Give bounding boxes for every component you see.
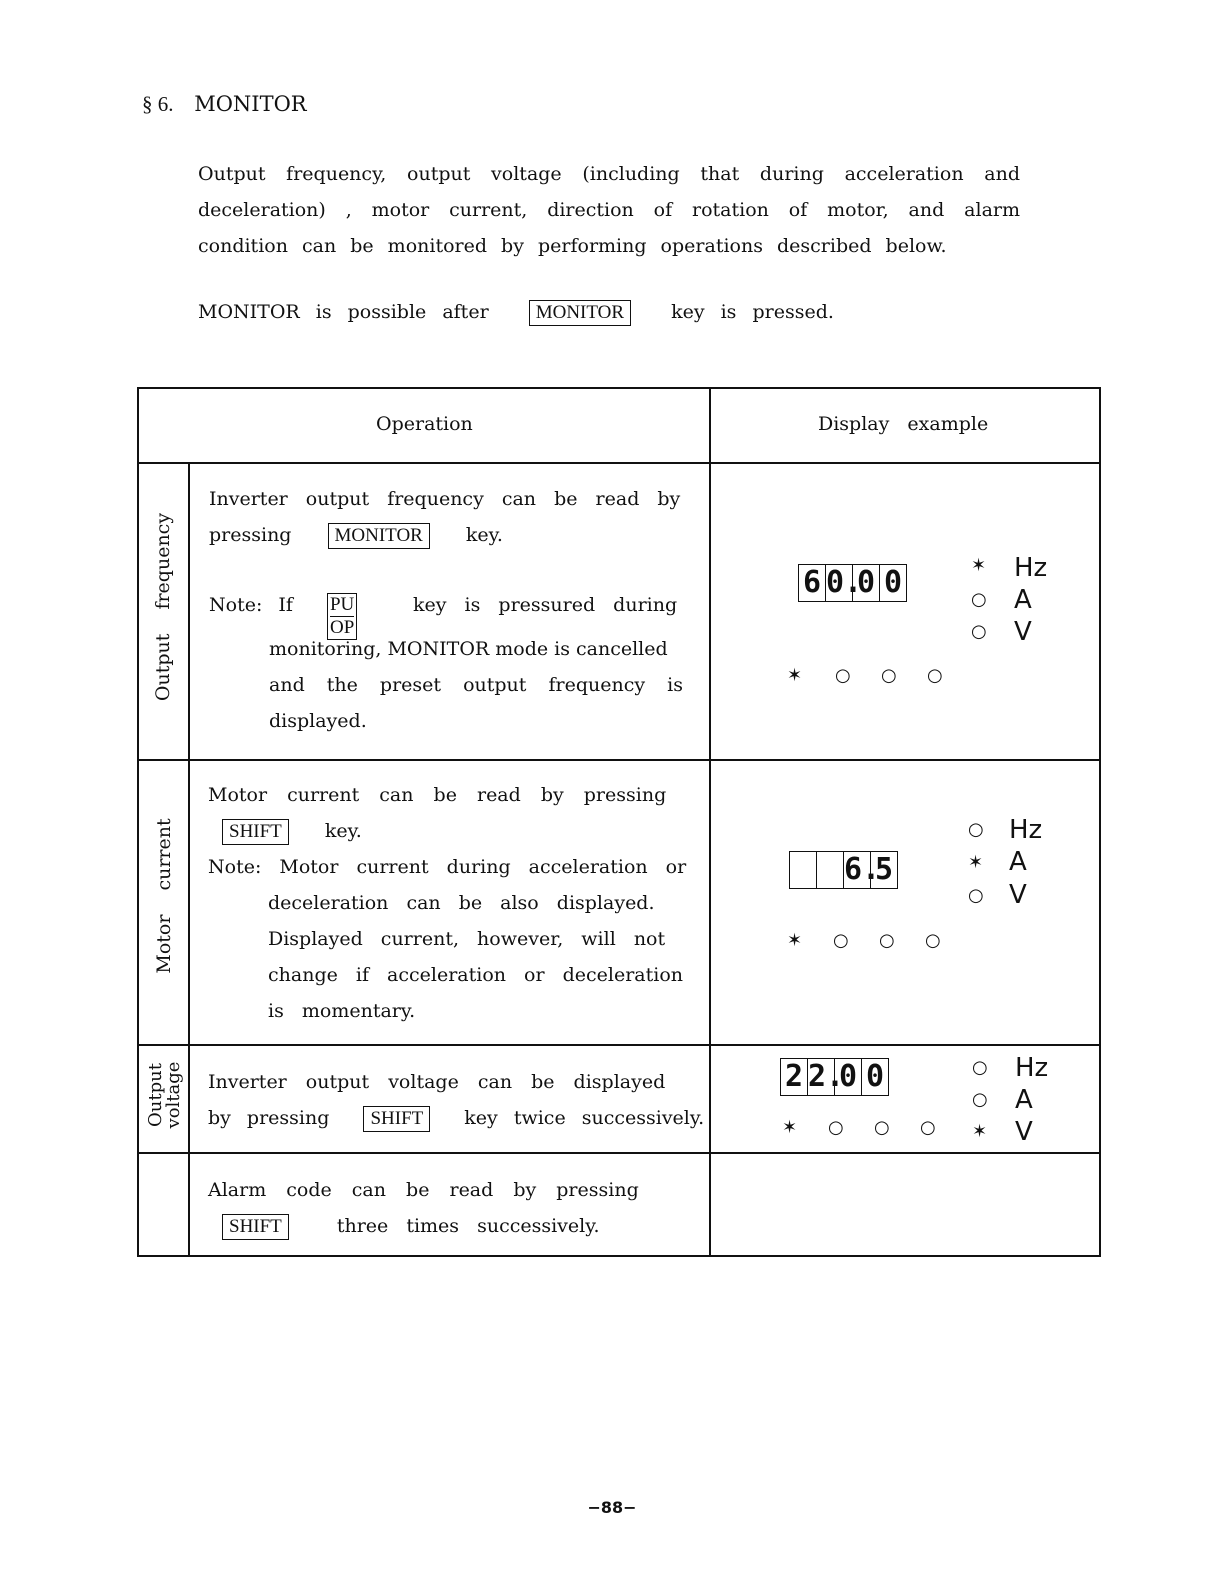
- shift-key: SHIFT: [222, 1214, 289, 1240]
- operation-text: key.: [465, 524, 503, 546]
- operation-key-line: [208, 813, 698, 849]
- row-divider: [139, 759, 1099, 761]
- section-heading: [142, 92, 307, 117]
- operation-text: Alarm code can be read by pressing: [208, 1179, 639, 1201]
- row-divider: [139, 462, 1099, 464]
- v-lamp: ○: [968, 885, 984, 906]
- header-operation: Operation: [376, 413, 473, 435]
- status-lamp: ○: [879, 930, 895, 951]
- status-lamp: ○: [828, 1117, 844, 1138]
- intro-line: deceleration) , motor current, direction of rotation of motor, and alarm: [198, 199, 1020, 221]
- note-text: key is pressured during: [413, 594, 678, 616]
- status-lamp: ○: [874, 1117, 890, 1138]
- unit-a: A: [1009, 847, 1027, 877]
- v-lamp: ○: [971, 621, 987, 642]
- row-operation-output-frequency: [209, 481, 699, 739]
- intro-line: Output frequency, output voltage (including that during acceleration and: [198, 163, 1020, 185]
- status-lamp: ✶: [787, 930, 803, 951]
- display-digit: 0: [883, 565, 903, 600]
- row-divider: [139, 1044, 1099, 1046]
- row-operation-alarm: [208, 1172, 698, 1244]
- shift-key: SHIFT: [222, 819, 289, 845]
- row-label-motor-current: Motor current: [153, 818, 175, 974]
- status-lamp: ○: [925, 930, 941, 951]
- a-lamp: ○: [971, 589, 987, 610]
- label-column-divider: [188, 462, 190, 1255]
- note-line: Displayed current, however, will not: [268, 928, 666, 950]
- note-line: Note: Motor current during acceleration or: [208, 856, 687, 878]
- operation-text: pressing: [209, 524, 292, 546]
- seven-segment-display: [798, 564, 907, 602]
- display-digit: 0: [853, 565, 880, 601]
- unit-hz: Hz: [1009, 815, 1043, 845]
- a-lamp: ○: [972, 1089, 988, 1110]
- page-number: −88−: [587, 1498, 637, 1517]
- display-digit: 2: [781, 1059, 808, 1095]
- status-lamp: ○: [835, 665, 851, 686]
- status-lamp: ✶: [782, 1117, 798, 1138]
- intro-line: condition can be monitored by performing operations described below.: [198, 235, 947, 257]
- hz-lamp: ○: [968, 819, 984, 840]
- note-line: monitoring, MONITOR mode is cancelled: [269, 638, 668, 660]
- monitor-key: MONITOR: [328, 523, 430, 549]
- intro-paragraph: [198, 156, 1020, 264]
- note-text: Note: If: [209, 594, 293, 616]
- unit-hz: Hz: [1015, 1053, 1049, 1083]
- row-label-output-frequency: Output frequency: [152, 512, 174, 702]
- operation-text: by pressing: [208, 1107, 330, 1129]
- hz-lamp: ✶: [971, 555, 987, 576]
- monitor-key: MONITOR: [529, 300, 631, 326]
- row-divider: [139, 1152, 1099, 1154]
- row-label-output-voltage: [147, 1035, 183, 1155]
- hz-lamp: ○: [972, 1057, 988, 1078]
- operation-key-line: [208, 1100, 705, 1136]
- operation-text: Inverter output frequency can be read by: [209, 488, 681, 510]
- status-lamp: ○: [833, 930, 849, 951]
- operation-key-line: [208, 1208, 698, 1244]
- note-line: deceleration can be also displayed.: [268, 892, 655, 914]
- operation-text: Inverter output voltage can be displayed: [208, 1071, 666, 1093]
- display-digit: 6: [799, 565, 826, 601]
- status-lamp: ○: [881, 665, 897, 686]
- display-digit: 0: [865, 1059, 885, 1094]
- section-number: § 6.: [142, 92, 174, 116]
- status-lamp: ○: [920, 1117, 936, 1138]
- monitor-instruction: [198, 300, 834, 326]
- note-line: is momentary.: [268, 1000, 416, 1022]
- row-label-line: voltage: [163, 1061, 184, 1129]
- status-lamp: ✶: [787, 665, 803, 686]
- display-digit: 2.: [808, 1059, 845, 1094]
- row-operation-output-voltage: [208, 1064, 705, 1136]
- note-line: change if acceleration or deceleration: [268, 964, 684, 986]
- note-line: [209, 587, 699, 638]
- unit-v: V: [1014, 617, 1032, 647]
- row-label-line: Output: [145, 1063, 166, 1127]
- operation-text: three times successively.: [336, 1215, 600, 1237]
- note-line: displayed.: [269, 710, 367, 732]
- display-digit: [817, 852, 844, 888]
- operation-text: key.: [324, 820, 362, 842]
- monitor-text-before: MONITOR is possible after: [198, 301, 489, 323]
- unit-a: A: [1014, 585, 1032, 615]
- header-display-example: Display example: [818, 413, 989, 435]
- unit-hz: Hz: [1014, 553, 1048, 583]
- operation-key-line: [209, 517, 699, 553]
- section-title: MONITOR: [194, 92, 307, 116]
- column-divider: [709, 389, 711, 1255]
- seven-segment-display: [789, 851, 898, 889]
- operation-text: Motor current can be read by pressing: [208, 784, 667, 806]
- unit-a: A: [1015, 1085, 1033, 1115]
- display-digit: [790, 852, 817, 888]
- status-lamp: ○: [927, 665, 943, 686]
- note-line: and the preset output frequency is: [269, 674, 683, 696]
- monitor-text-after: key is pressed.: [671, 301, 834, 323]
- display-digit: 0: [835, 1059, 862, 1095]
- pu-op-key-bottom: OP: [329, 617, 355, 638]
- row-operation-motor-current: [208, 777, 698, 1029]
- display-digit: 5: [874, 852, 894, 887]
- unit-v: V: [1009, 880, 1027, 910]
- seven-segment-display: [780, 1058, 889, 1096]
- pu-op-key-top: PU: [329, 594, 355, 615]
- unit-v: V: [1015, 1117, 1033, 1147]
- display-digit: 6.: [844, 852, 881, 887]
- monitor-table: [137, 387, 1101, 1257]
- shift-key: SHIFT: [363, 1106, 430, 1132]
- a-lamp: ✶: [968, 852, 984, 873]
- display-digit: 0.: [826, 565, 863, 600]
- v-lamp: ✶: [972, 1121, 988, 1142]
- operation-text: key twice successively.: [464, 1107, 705, 1129]
